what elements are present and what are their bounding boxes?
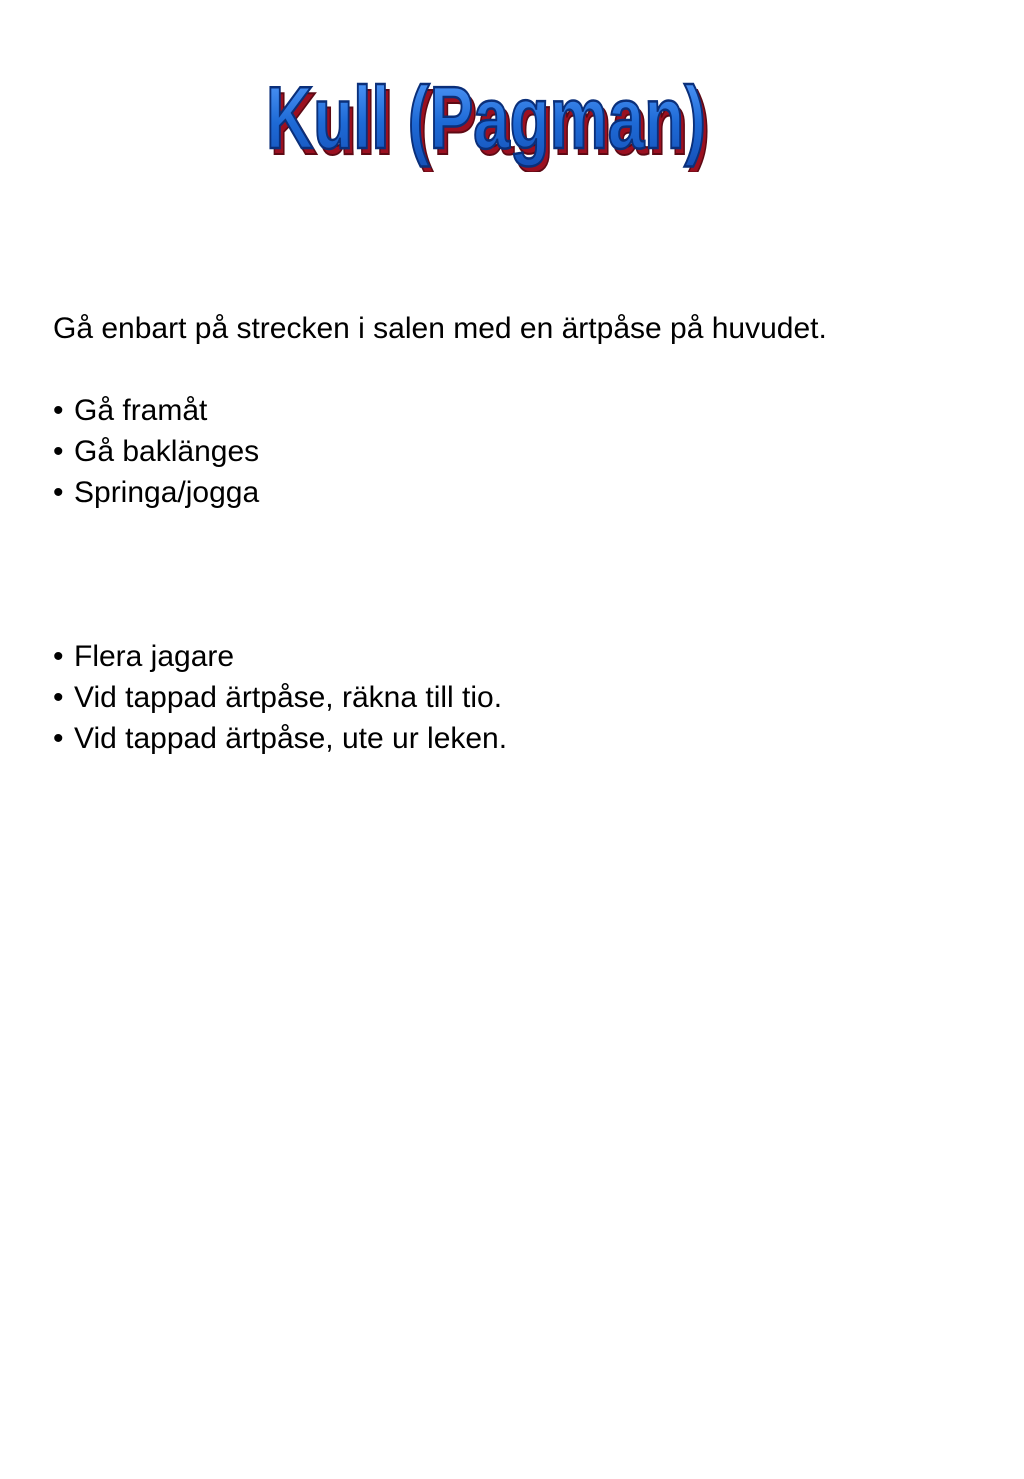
list-item-text: Vid tappad ärtpåse, räkna till tio. <box>74 681 503 714</box>
list-item <box>53 677 993 718</box>
list-item-text: Gå framåt <box>74 394 208 427</box>
document-body <box>53 308 993 759</box>
list-item-text: Springa/jogga <box>74 476 260 509</box>
list-item-text: Gå baklänges <box>74 435 260 468</box>
title-wordart-graphic <box>258 62 718 172</box>
list-item <box>53 472 993 513</box>
movement-list <box>53 390 993 513</box>
bullet-icon: • <box>53 722 64 755</box>
title-shadow-text: Kull (Pagman) <box>270 74 710 172</box>
list-item-text: Vid tappad ärtpåse, ute ur leken. <box>74 722 508 755</box>
bullet-icon: • <box>53 476 64 509</box>
bullet-icon: • <box>53 640 64 673</box>
intro-paragraph: Gå enbart på strecken i salen med en ärtpåse på huvudet. <box>53 312 827 345</box>
bullet-icon: • <box>53 394 64 427</box>
list-item <box>53 390 993 431</box>
list-item <box>53 431 993 472</box>
bullet-icon: • <box>53 681 64 714</box>
variation-list <box>53 636 993 759</box>
bullet-icon: • <box>53 435 64 468</box>
list-item <box>53 718 993 759</box>
title-wordart <box>258 62 718 172</box>
list-item-text: Flera jagare <box>74 640 235 673</box>
list-item <box>53 636 993 677</box>
page-title: Kull (Pagman) <box>266 68 706 167</box>
